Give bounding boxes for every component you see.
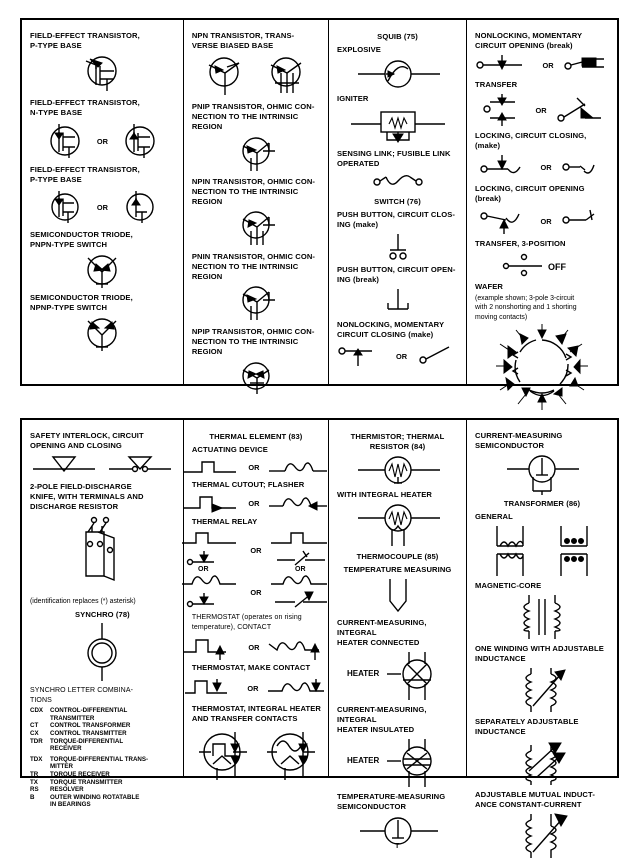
synchro-desc: TRANSMITTER (50, 714, 95, 722)
transfer-symbol (473, 92, 611, 128)
nonlocking-break-symbol (473, 53, 611, 77)
entry-label: TRANSFER, 3-POSITION (475, 239, 566, 248)
or-label: OR (540, 162, 552, 172)
entry-label: CURRENT-MEASURING SEMICONDUCTOR (475, 431, 563, 450)
or-label: OR (248, 462, 260, 472)
entry-label: THERMOSTAT, MAKE CONTACT (191, 663, 311, 672)
transformer-heading: TRANSFORMER (86) (503, 499, 581, 508)
synchro-code: TR (30, 771, 39, 779)
entry-label: FIELD-EFFECT TRANSISTOR, P-TYPE BASE (30, 165, 140, 184)
transformer-adjustable-symbol (473, 666, 611, 714)
synchro-desc: TORQUE RECEIVER (50, 771, 110, 779)
list-item (30, 722, 177, 730)
list-item (30, 794, 177, 802)
entry-label: SEMICONDUCTOR TRIODE, PNPN-TYPE SWITCH (30, 230, 133, 249)
or-label: OR (542, 60, 554, 70)
explosive-symbol (335, 57, 460, 91)
synchro-desc: RECEIVER (50, 745, 82, 753)
column-thermistor-3 (329, 420, 467, 850)
or-label: OR (250, 587, 262, 597)
synchro-desc: TORQUE-DIFFERENTIAL (50, 737, 124, 745)
thermostat-make-symbol (190, 675, 322, 701)
fet-n-type-pair-symbol (28, 120, 177, 162)
squib-heading: SQUIB (75) (377, 32, 418, 41)
or-label: OR (250, 545, 262, 555)
synchro-code: B (30, 793, 35, 801)
npip-ohmic-symbol (190, 359, 322, 397)
entry-label: CURRENT-MEASURING, INTEGRAL HEATER INSULATED (337, 705, 427, 734)
off-label: OFF (548, 262, 566, 272)
or-label: OR (96, 202, 108, 212)
entry-label: THERMAL RELAY (191, 517, 258, 526)
list-item (30, 715, 177, 723)
entry-label: PUSH BUTTON, CIRCUIT OPEN- ING (break) (337, 265, 456, 284)
or-label: OR (198, 566, 209, 573)
pnip-ohmic-symbol (190, 134, 322, 174)
thermostat-contact-symbol (190, 634, 322, 660)
locking-make-symbol (473, 153, 611, 181)
entry-label: WAFER (475, 282, 503, 291)
entry-label: NONLOCKING, MOMENTARY CIRCUIT CLOSING (make) (337, 320, 445, 339)
wafer-symbol (473, 324, 611, 410)
triode-pnpn-symbol (28, 252, 177, 290)
t-label: T (394, 843, 399, 850)
or-label: OR (540, 216, 552, 226)
entry-label: THERMAL CUTOUT; FLASHER (191, 480, 305, 489)
entry-label: NPIP TRANSISTOR, OHMIC CON- NECTION TO THE INTRINSIC REGION (191, 327, 315, 356)
column-thermal-2 (184, 420, 329, 776)
thermal-relay-alt-symbol (190, 574, 322, 610)
transfer-3pos-symbol (473, 251, 611, 279)
switch-heading: SWITCH (76) (374, 197, 421, 206)
entry-label: SEPARATELY ADJUSTABLE INDUCTANCE (475, 717, 579, 736)
entry-label: WITH INTEGRAL HEATER (337, 490, 432, 499)
list-item (30, 738, 177, 746)
synchro-heading: SYNCHRO (78) (75, 610, 130, 620)
list-item (30, 801, 177, 809)
wafer-note: (example shown; 3-pole 3-circuit with 2 nonshorting and 1 shorting moving contacts) (475, 295, 577, 321)
synchro-desc: CONTROL TRANSMITTER (50, 730, 127, 738)
entry-label: ONE WINDING WITH ADJUSTABLE INDUCTANCE (475, 644, 604, 663)
entry-label: SEMICONDUCTOR TRIODE, NPNP-TYPE SWITCH (30, 293, 133, 312)
pushbutton-break-symbol (335, 287, 460, 317)
field-discharge-knife-symbol (28, 514, 177, 594)
transformer-sep-adjustable-symbol (473, 739, 611, 787)
sensing-link-symbol (335, 171, 460, 193)
column-transistors-2 (184, 20, 329, 384)
synchro-code: CX (30, 730, 39, 738)
thermal-relay-symbol (190, 529, 322, 571)
entry-label: LOCKING, CIRCUIT CLOSING, (make) (475, 131, 587, 150)
entry-label: PUSH BUTTON, CIRCUIT CLOS- ING (make) (337, 210, 456, 229)
synchro-letter-list (30, 707, 177, 809)
entry-label: CURRENT-MEASURING, INTEGRAL HEATER CONNECTED (337, 618, 427, 647)
list-item (30, 786, 177, 794)
column-semiconductors-1 (22, 20, 184, 384)
thermocouple-insulated-symbol (335, 737, 460, 789)
thermistor-heater-symbol (335, 502, 460, 548)
synchro-desc: RESOLVER (50, 786, 84, 794)
synchro-code: CT (30, 722, 39, 730)
entry-label: 2-POLE FIELD-DISCHARGE KNIFE, WITH TERMINALS AND DISCHARGE RESISTOR (30, 482, 144, 511)
list-item (30, 779, 177, 787)
synchro-code: CDX (30, 707, 44, 715)
entry-label: NPN TRANSISTOR, TRANS- VERSE BIASED BASE (191, 31, 295, 50)
entry-label: THERMOSTAT (operates on rising temperature), CONTACT (191, 614, 302, 631)
entry-label: ACTUATING DEVICE (191, 445, 268, 454)
entry-label: IGNITER (337, 94, 369, 103)
column-switches-4 (467, 20, 617, 384)
or-label: OR (247, 683, 259, 693)
fet-p-type-symbol (28, 53, 177, 95)
entry-label: THERMISTOR; THERMAL RESISTOR (84) (350, 432, 445, 451)
npn-transverse-pair-symbol (190, 53, 322, 99)
column-transformer-4 (467, 420, 617, 809)
transformer-general-symbol (473, 524, 611, 578)
synchro-code: TDR (30, 737, 43, 745)
entry-label: NONLOCKING, MOMENTARY CIRCUIT OPENING (break) (475, 31, 583, 50)
entry-label: THERMOSTAT, INTEGRAL HEATER AND TRANSFER CONTACTS (191, 704, 321, 723)
thermocouple-connected-symbol (335, 650, 460, 702)
or-label: OR (96, 136, 108, 146)
asterisk-note: (identification replaces (*) asterisk) (30, 598, 136, 605)
thermal-cutout-symbol (190, 492, 322, 514)
entry-label: PNIN TRANSISTOR, OHMIC CON- NECTION TO THE INTRINSIC REGION (191, 252, 316, 281)
list-item (30, 771, 177, 779)
entry-label: LOCKING, CIRCUIT OPENING (break) (475, 184, 585, 203)
fet-p-type-pair-symbol (28, 187, 177, 227)
thermocouple-heading: THERMOCOUPLE (85) (356, 552, 439, 561)
list-item (30, 756, 177, 764)
or-label: OR (535, 105, 547, 115)
synchro-desc: OUTER WINDING ROTATABLE (50, 793, 140, 801)
entry-label: TEMPERATURE MEASURING (343, 565, 452, 574)
locking-break-symbol (473, 206, 611, 236)
entry-label: EXPLOSIVE (337, 45, 381, 54)
entry-label: SAFETY INTERLOCK, CIRCUIT OPENING AND CLOSING (30, 431, 144, 450)
synchro-desc: TORQUE-DIFFERENTIAL TRANS- (50, 755, 149, 763)
heater-annotation: HEATER (347, 669, 380, 678)
thermal-element-heading: THERMAL ELEMENT (83) (209, 432, 303, 441)
thermistor-symbol (335, 455, 460, 487)
transformer-mutual-adjustable-symbol (473, 812, 611, 860)
entry-label: FIELD-EFFECT TRANSISTOR, N-TYPE BASE (30, 98, 140, 117)
or-label: OR (248, 642, 260, 652)
nonlocking-make-symbol (335, 342, 460, 370)
synchro-code: RS (30, 786, 39, 794)
entry-label: TRANSFER (475, 80, 518, 89)
list-item (30, 730, 177, 738)
synchro-desc: CONTROL TRANSFORMER (50, 722, 131, 730)
list-item (30, 707, 177, 715)
list-item (30, 763, 177, 771)
entry-label: SENSING LINK; FUSIBLE LINK OPERATED (337, 149, 451, 168)
column-squib-switch-3 (329, 20, 467, 384)
entry-label: FIELD-EFFECT TRANSISTOR, P-TYPE BASE (30, 31, 140, 50)
triode-npnp-symbol (28, 315, 177, 353)
synchro-desc: IN BEARINGS (50, 801, 91, 809)
or-label: OR (395, 351, 408, 361)
bottom-panel (20, 418, 619, 850)
synchro-symbol (28, 623, 177, 683)
entry-label: TEMPERATURE-MEASURING SEMICONDUCTOR (337, 792, 446, 811)
or-label: OR (295, 566, 306, 573)
actuating-device-symbol (190, 457, 322, 477)
entry-label: ADJUSTABLE MUTUAL INDUCT- ANCE CONSTANT-CURRENT (475, 790, 595, 809)
thermostat-integral-heater-symbol (190, 726, 322, 782)
entry-label: NPIN TRANSISTOR, OHMIC CON- NECTION TO THE INTRINSIC REGION (191, 177, 316, 206)
list-item (30, 745, 177, 753)
igniter-symbol (335, 106, 460, 146)
or-label: OR (248, 498, 260, 508)
column-safety-synchro-1 (22, 420, 184, 809)
pnin-ohmic-symbol (190, 284, 322, 324)
entry-label: PNIP TRANSISTOR, OHMIC CON- NECTION TO THE INTRINSIC REGION (191, 102, 315, 131)
synchro-list-title: SYNCHRO LETTER COMBINA- TIONS (30, 687, 134, 704)
synchro-code: TX (30, 778, 38, 786)
entry-label: GENERAL (475, 512, 513, 521)
temp-measuring-semiconductor-symbol (335, 814, 460, 850)
current-measuring-semiconductor-symbol (473, 453, 611, 495)
thermocouple-temp-symbol (335, 577, 460, 615)
entry-label: MAGNETIC-CORE (475, 581, 542, 590)
synchro-desc: TORQUE TRANSMITTER (50, 778, 123, 786)
heater-annotation: HEATER (347, 756, 380, 765)
safety-interlock-symbol (28, 453, 177, 479)
synchro-code: TDX (30, 755, 43, 763)
synchro-desc: CONTROL-DIFFERENTIAL (50, 707, 128, 715)
top-panel (20, 18, 619, 386)
transformer-magnetic-core-symbol (473, 593, 611, 641)
synchro-desc: MITTER (50, 763, 74, 771)
npin-ohmic-symbol (190, 209, 322, 249)
pushbutton-make-symbol (335, 232, 460, 262)
